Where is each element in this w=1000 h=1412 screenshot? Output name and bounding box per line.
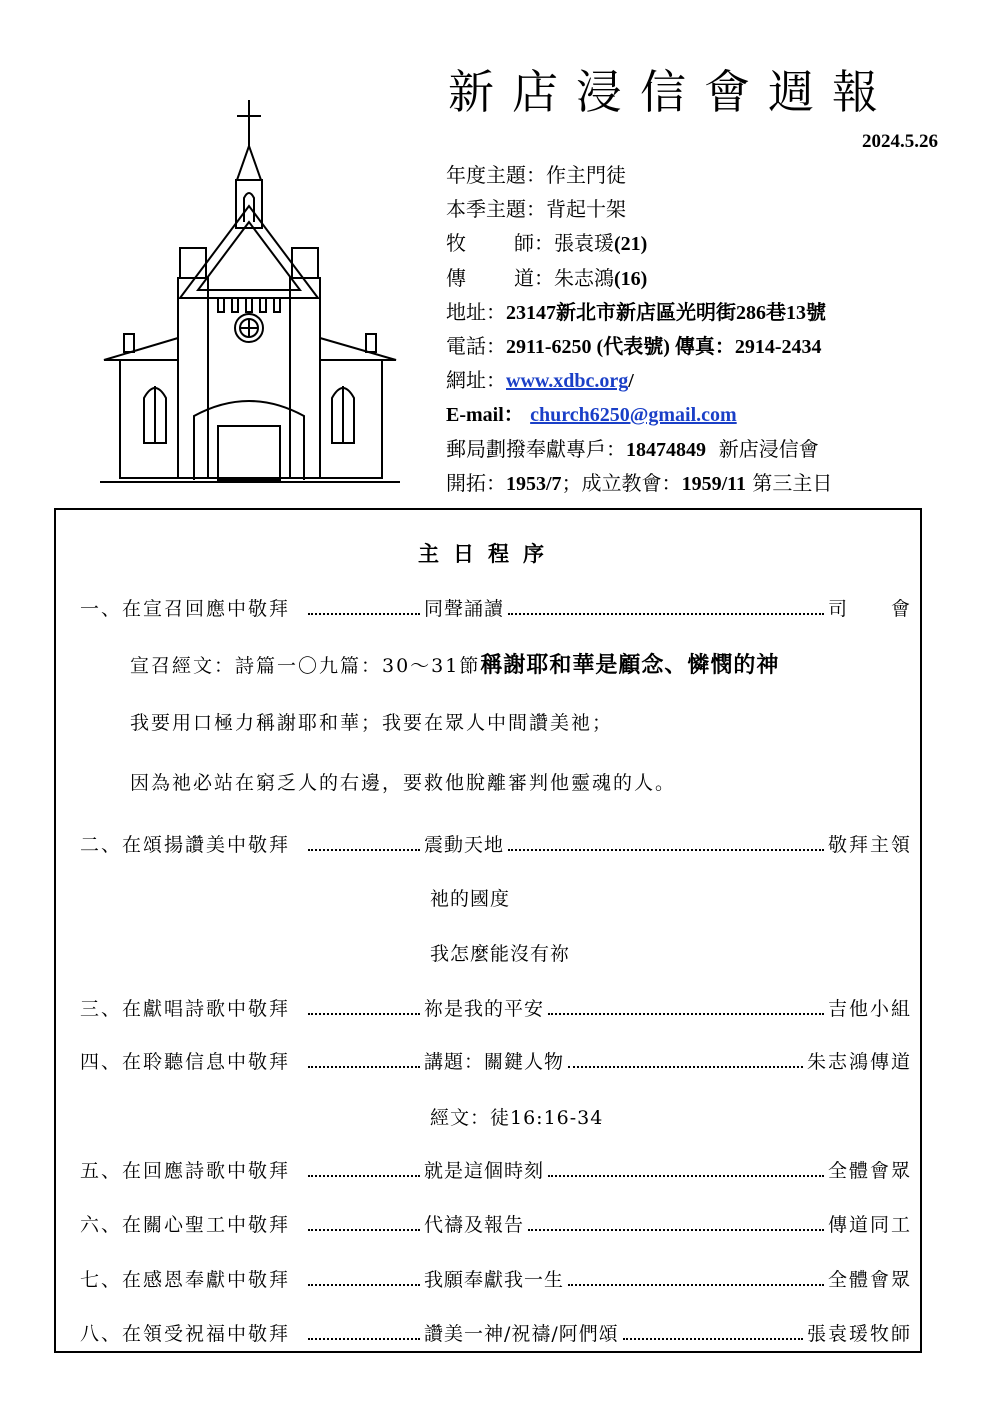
verse-line-1: 我要用口極力稱謝耶和華；我要在眾人中間讚美祂；	[130, 712, 614, 734]
program-item	[80, 1210, 912, 1240]
preacher-label-a: 傳	[446, 265, 466, 290]
program-item-label: 四、在聆聽信息中敬拜	[80, 1051, 291, 1073]
postal-name: 新店浸信會	[718, 436, 819, 461]
program-item	[80, 830, 912, 860]
program-item-label: 七、在感恩奉獻中敬拜	[80, 1269, 291, 1291]
address-line	[446, 295, 966, 329]
postal-account: 18474849	[626, 438, 706, 461]
program-item-title: 代禱及報告	[424, 1214, 525, 1236]
program-item	[80, 1319, 912, 1349]
program-item-leader: 全體會眾	[827, 1160, 912, 1182]
website-suffix: /	[628, 370, 634, 393]
program-item-label: 五、在回應詩歌中敬拜	[80, 1160, 291, 1182]
pastor-label-b: 師：張袁瑗	[514, 231, 614, 256]
program-item-leader: 敬拜主領	[827, 834, 912, 856]
program-item-title: 我願奉獻我一生	[424, 1269, 565, 1291]
theme-season: 本季主題：背起十架	[446, 197, 626, 222]
established-sunday: 第三主日	[752, 470, 833, 495]
pastor-label-a: 牧	[446, 231, 466, 256]
pastor-years: (21)	[614, 233, 648, 256]
program-item-title: 同聲誦讀	[424, 598, 505, 620]
postal-line	[446, 432, 966, 466]
church-info	[446, 158, 966, 500]
preacher-label-b: 道：朱志鴻	[514, 265, 614, 290]
established-label: ；成立教會：	[561, 470, 682, 495]
preacher-line	[446, 261, 966, 295]
church-illustration	[100, 98, 400, 488]
program-item-leader: 全體會眾	[827, 1269, 912, 1291]
call-verse	[130, 648, 779, 679]
program-item	[80, 1265, 912, 1295]
website-link[interactable]: www.xdbc.org	[506, 370, 629, 393]
pastor-line	[446, 226, 966, 260]
program-item	[80, 594, 912, 624]
program-item-leader: 司 會	[827, 598, 912, 620]
website-line	[446, 363, 966, 397]
phone-label: 電話：	[446, 333, 506, 358]
program-item-label: 八、在領受祝福中敬拜	[80, 1323, 291, 1345]
website-label: 網址：	[446, 368, 506, 393]
email-link[interactable]: church6250@gmail.com	[530, 404, 737, 427]
bulletin-title: 新店浸信會週報	[448, 65, 896, 119]
song-2: 祂的國度	[430, 888, 511, 910]
call-verse-title: 稱謝耶和華是顧念、憐憫的神	[480, 652, 780, 678]
program-item-leader: 張袁瑗牧師	[806, 1323, 912, 1345]
call-verse-ref: 宣召經文：詩篇一〇九篇：30～31節	[130, 655, 481, 677]
founded-label: 開拓：	[446, 470, 506, 495]
address-label: 地址：	[446, 299, 506, 324]
established-date: 1959/11	[681, 472, 747, 495]
program-item-label: 三、在獻唱詩歌中敬拜	[80, 998, 291, 1020]
program-item-leader: 傳道同工	[827, 1214, 912, 1236]
email-label: E-mail：	[446, 404, 524, 427]
program-item-label: 二、在頌揚讚美中敬拜	[80, 834, 291, 856]
program-title: 主日程序	[418, 541, 558, 566]
program-item	[80, 1047, 912, 1077]
service-program	[54, 508, 922, 1353]
email-line	[446, 397, 966, 431]
program-item-title: 祢是我的平安	[424, 998, 545, 1020]
program-item-title: 就是這個時刻	[424, 1160, 545, 1182]
program-item-label: 六、在關心聖工中敬拜	[80, 1214, 291, 1236]
phone-line	[446, 329, 966, 363]
phone-value: 2911-6250 (代表號) 傳真：2914-2434	[506, 335, 822, 358]
program-item-title: 震動天地	[424, 834, 505, 856]
theme-year: 年度主題：作主門徒	[446, 163, 626, 187]
postal-label: 郵局劃撥奉獻專戶：	[446, 436, 626, 461]
founded-date: 1953/7	[506, 472, 562, 495]
bulletin-date: 2024.5.26	[862, 131, 938, 152]
program-item-label: 一、在宣召回應中敬拜	[80, 598, 291, 620]
program-item	[80, 994, 912, 1024]
address-value: 23147新北市新店區光明街286巷13號	[506, 301, 826, 324]
founded-line	[446, 466, 966, 500]
song-3: 我怎麼能沒有祢	[430, 943, 571, 965]
verse-line-2: 因為祂必站在窮乏人的右邊，要救他脫離審判他靈魂的人。	[130, 772, 677, 794]
program-item-leader: 朱志鴻傳道	[806, 1051, 912, 1073]
scripture: 經文：徒16:16-34	[430, 1107, 604, 1129]
preacher-years: (16)	[614, 267, 648, 290]
program-item-title: 講題：關鍵人物	[424, 1051, 565, 1073]
program-item	[80, 1156, 912, 1186]
program-item-title: 讚美一神/祝禱/阿們頌	[424, 1323, 619, 1345]
program-item-leader: 吉他小組	[827, 998, 912, 1020]
